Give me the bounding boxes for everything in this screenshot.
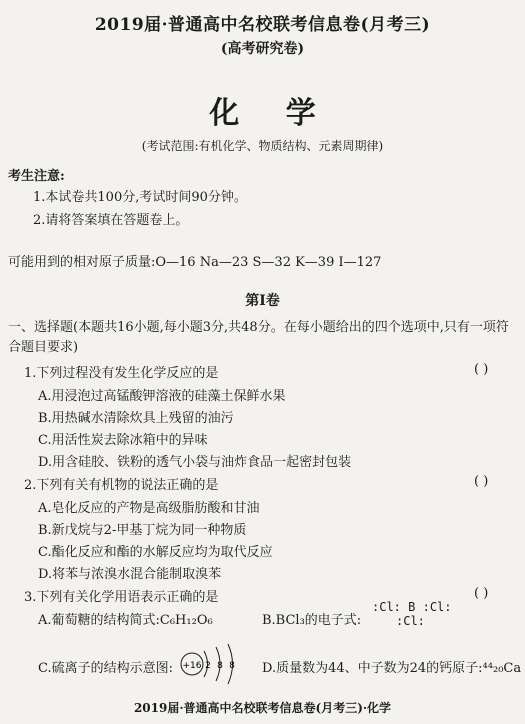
option-b: B.新戊烷与2-甲基丁烷为同一种物质 xyxy=(38,523,247,538)
section-title: 第Ⅰ卷 xyxy=(245,293,280,309)
dot-bottom-cl: :Cl: xyxy=(396,614,425,628)
notice-item: 2.请将答案填在答题卷上。 xyxy=(33,213,189,228)
subject-title: 化 学 xyxy=(209,96,334,131)
shell-count: 2 xyxy=(205,661,211,671)
option-c: C.酯化反应和酯的水解反应均为取代反应 xyxy=(38,545,273,560)
question-stem: 3.下列有关化学用语表示正确的是 xyxy=(24,590,219,605)
notice-heading: 考生注意: xyxy=(8,169,65,184)
shell-count: 8 xyxy=(217,661,223,671)
sulfur-ion-diagram xyxy=(178,642,248,686)
exam-subtitle: (高考研究卷) xyxy=(220,41,305,57)
option-d: D.将苯与浓溴水混合能制取溴苯 xyxy=(38,567,222,582)
answer-blank: ( ) xyxy=(474,362,489,377)
shell-count: 8 xyxy=(229,661,235,671)
option-c: C.用活性炭去除冰箱中的异味 xyxy=(38,433,208,448)
dot-center-b: B xyxy=(408,600,416,614)
answer-blank: ( ) xyxy=(474,474,489,489)
notice-item: 1.本试卷共100分,考试时间90分钟。 xyxy=(33,190,247,205)
answer-blank: ( ) xyxy=(474,586,489,601)
nucleus-charge: +16 xyxy=(182,661,202,671)
option-b: B.用热碱水清除炊具上残留的油污 xyxy=(38,411,234,426)
part-heading: 一、选择题(本题共16小题,每小题3分,共48分。在每小题给出的四个选项中,只有一项符合题目要求) xyxy=(8,320,509,355)
page-footer: 2019届·普通高中名校联考信息卷(月考三)·化学 xyxy=(133,701,392,715)
atomic-masses: 可能用到的相对原子质量:O—16 Na—23 S—32 K—39 I—127 xyxy=(8,255,382,270)
option-a: A.葡萄糖的结构简式:C₆H₁₂O₆ xyxy=(38,613,213,628)
option-c: C.硫离子的结构示意图: xyxy=(38,661,173,676)
option-a: A.皂化反应的产物是高级脂肪酸和甘油 xyxy=(38,501,260,516)
exam-scope: (考试范围:有机化学、物质结构、元素周期律) xyxy=(141,139,384,153)
bcl3-electron-dot xyxy=(372,600,452,628)
option-b: B.BCl₃的电子式: xyxy=(262,613,362,628)
dot-right-cl: :Cl: xyxy=(422,600,452,614)
option-d: D.质量数为44、中子数为24的钙原子:⁴⁴₂₀Ca xyxy=(262,661,522,676)
question-stem: 1.下列过程没有发生化学反应的是 xyxy=(24,366,219,381)
question-stem: 2.下列有关有机物的说法正确的是 xyxy=(24,478,219,493)
dot-left-cl: :Cl: xyxy=(372,600,401,614)
option-d: D.用含硅胶、铁粉的透气小袋与油炸食品一起密封包装 xyxy=(38,455,352,470)
exam-title: 2019届·普通高中名校联考信息卷(月考三) xyxy=(94,15,431,35)
option-a: A.用浸泡过高锰酸钾溶液的硅藻土保鲜水果 xyxy=(38,389,286,404)
